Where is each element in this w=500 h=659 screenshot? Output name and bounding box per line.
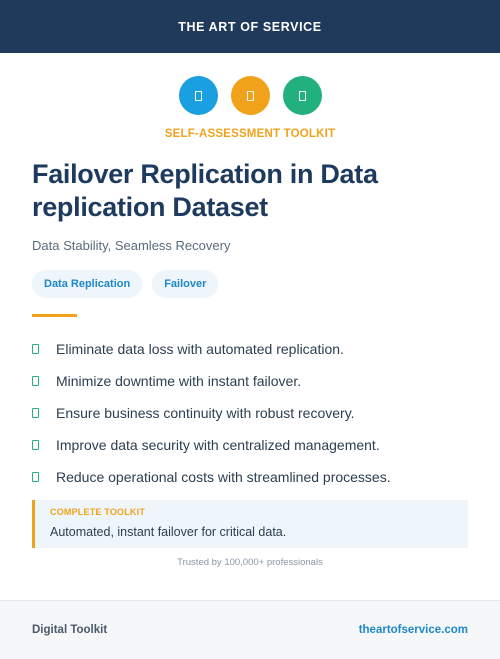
tag-list <box>32 270 218 298</box>
tag-data-replication[interactable]: Data Replication <box>32 270 142 298</box>
subtitle: Data Stability, Seamless Recovery <box>32 238 231 253</box>
document-icon <box>283 76 322 115</box>
icon-row <box>0 76 500 115</box>
feature-text: Minimize downtime with instant failover. <box>56 373 302 389</box>
check-icon <box>32 472 39 482</box>
list-item <box>32 461 472 493</box>
callout-label: COMPLETE TOOLKIT <box>50 507 146 517</box>
list-item <box>32 365 472 397</box>
feature-text: Eliminate data loss with automated replication. <box>56 341 344 357</box>
feature-list <box>32 333 472 493</box>
check-icon <box>32 344 39 354</box>
document-icon <box>231 76 270 115</box>
tag-failover[interactable]: Failover <box>152 270 218 298</box>
list-item <box>32 333 472 365</box>
page-title: Failover Replication in Data replication Dataset <box>32 159 378 222</box>
accent-divider <box>32 314 77 317</box>
list-item <box>32 429 472 461</box>
feature-text: Improve data security with centralized management. <box>56 437 380 453</box>
feature-text: Ensure business continuity with robust recovery. <box>56 405 355 421</box>
footer <box>0 600 500 659</box>
check-icon <box>32 440 39 450</box>
website-link[interactable]: theartofservice.com <box>358 624 468 636</box>
footer-label: Digital Toolkit <box>32 624 108 636</box>
brand-name: THE ART OF SERVICE <box>178 19 322 34</box>
trust-note: Trusted by 100,000+ professionals <box>177 557 323 568</box>
feature-text: Reduce operational costs with streamlined processes. <box>56 469 391 485</box>
kicker-label: SELF-ASSESSMENT TOOLKIT <box>164 128 336 140</box>
toolkit-callout <box>32 500 468 548</box>
document-icon <box>179 76 218 115</box>
check-icon <box>32 408 39 418</box>
check-icon <box>32 376 39 386</box>
list-item <box>32 397 472 429</box>
callout-body: Automated, instant failover for critical data. <box>50 525 287 539</box>
header-bar <box>0 0 500 53</box>
